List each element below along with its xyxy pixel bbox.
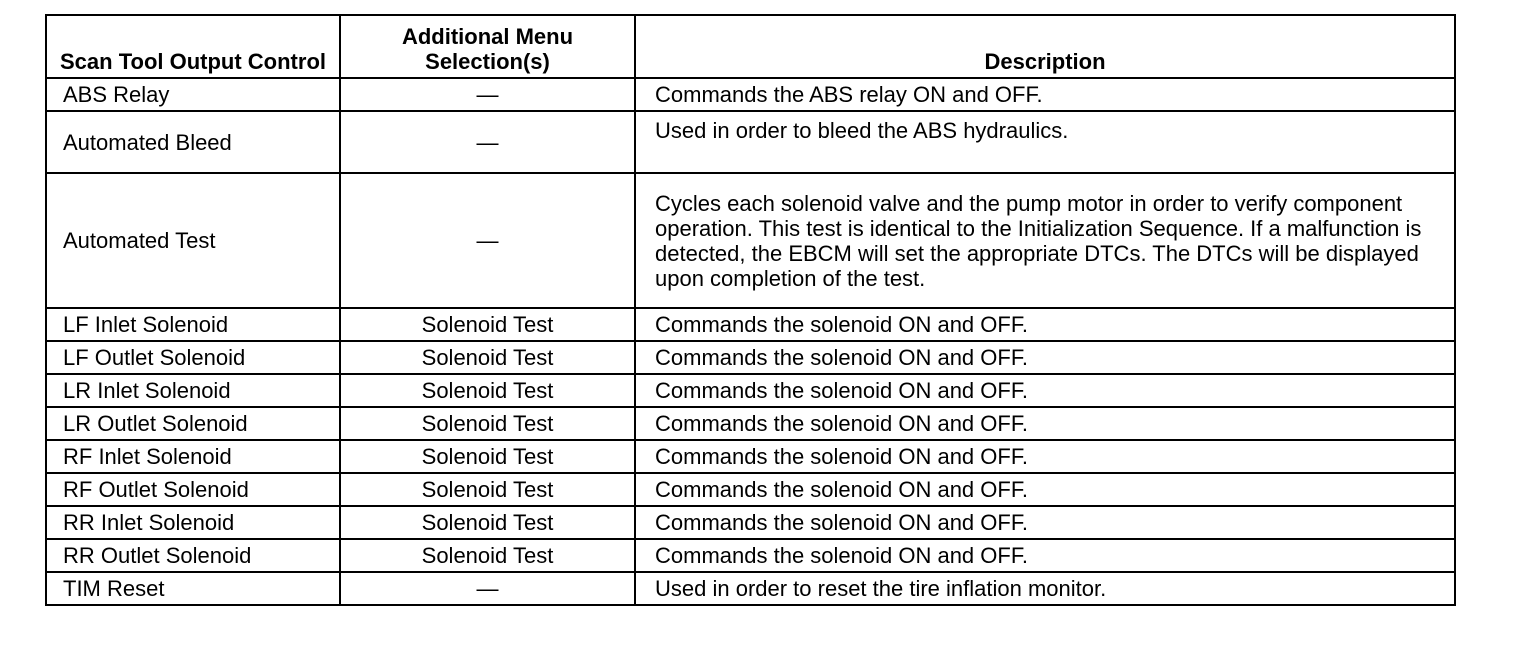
menu-selection-cell: Solenoid Test — [340, 341, 635, 374]
output-control-cell: LF Outlet Solenoid — [46, 341, 340, 374]
output-control-cell: ABS Relay — [46, 78, 340, 111]
column-header-menu-selection: Additional Menu Selection(s) — [340, 15, 635, 78]
menu-selection-cell: Solenoid Test — [340, 440, 635, 473]
table-row — [46, 341, 1455, 374]
output-control-cell: LR Outlet Solenoid — [46, 407, 340, 440]
menu-selection-cell: Solenoid Test — [340, 473, 635, 506]
description-cell: Commands the ABS relay ON and OFF. — [635, 78, 1455, 111]
menu-selection-cell: — — [340, 78, 635, 111]
output-control-cell: LF Inlet Solenoid — [46, 308, 340, 341]
table-row — [46, 111, 1455, 173]
menu-selection-cell: — — [340, 572, 635, 605]
output-control-cell: RR Inlet Solenoid — [46, 506, 340, 539]
menu-selection-cell: — — [340, 111, 635, 173]
description-cell: Commands the solenoid ON and OFF. — [635, 440, 1455, 473]
table-row — [46, 440, 1455, 473]
table-row — [46, 572, 1455, 605]
menu-selection-cell: Solenoid Test — [340, 374, 635, 407]
output-control-cell: RF Inlet Solenoid — [46, 440, 340, 473]
description-cell: Cycles each solenoid valve and the pump motor in order to verify component operation. This test is identical to the Initialization Sequence. If a malfunction is detected, the EBCM will set the appropriate DTCs. The DTCs will be displayed upon completion of the test. — [635, 173, 1455, 308]
column-header-output-control: Scan Tool Output Control — [46, 15, 340, 78]
output-control-cell: Automated Bleed — [46, 111, 340, 173]
table-row — [46, 78, 1455, 111]
output-control-cell: RF Outlet Solenoid — [46, 473, 340, 506]
description-cell: Commands the solenoid ON and OFF. — [635, 308, 1455, 341]
table-row — [46, 374, 1455, 407]
description-cell: Commands the solenoid ON and OFF. — [635, 473, 1455, 506]
output-control-cell: Automated Test — [46, 173, 340, 308]
table-row — [46, 506, 1455, 539]
menu-selection-cell: — — [340, 173, 635, 308]
description-cell: Used in order to reset the tire inflation monitor. — [635, 572, 1455, 605]
menu-selection-cell: Solenoid Test — [340, 407, 635, 440]
description-cell: Commands the solenoid ON and OFF. — [635, 407, 1455, 440]
menu-selection-cell: Solenoid Test — [340, 506, 635, 539]
table-body — [46, 78, 1455, 605]
menu-selection-cell: Solenoid Test — [340, 308, 635, 341]
description-cell: Commands the solenoid ON and OFF. — [635, 539, 1455, 572]
table-row — [46, 173, 1455, 308]
scan-tool-output-controls-table — [45, 14, 1456, 606]
output-control-cell: TIM Reset — [46, 572, 340, 605]
table-header — [46, 15, 1455, 78]
table-row — [46, 473, 1455, 506]
description-cell: Commands the solenoid ON and OFF. — [635, 506, 1455, 539]
description-cell: Commands the solenoid ON and OFF. — [635, 341, 1455, 374]
menu-selection-cell: Solenoid Test — [340, 539, 635, 572]
output-control-cell: LR Inlet Solenoid — [46, 374, 340, 407]
description-cell: Used in order to bleed the ABS hydraulics. — [635, 111, 1455, 173]
header-row — [46, 15, 1455, 78]
table-row — [46, 539, 1455, 572]
table-row — [46, 308, 1455, 341]
column-header-description: Description — [635, 15, 1455, 78]
table-row — [46, 407, 1455, 440]
description-cell: Commands the solenoid ON and OFF. — [635, 374, 1455, 407]
output-control-cell: RR Outlet Solenoid — [46, 539, 340, 572]
